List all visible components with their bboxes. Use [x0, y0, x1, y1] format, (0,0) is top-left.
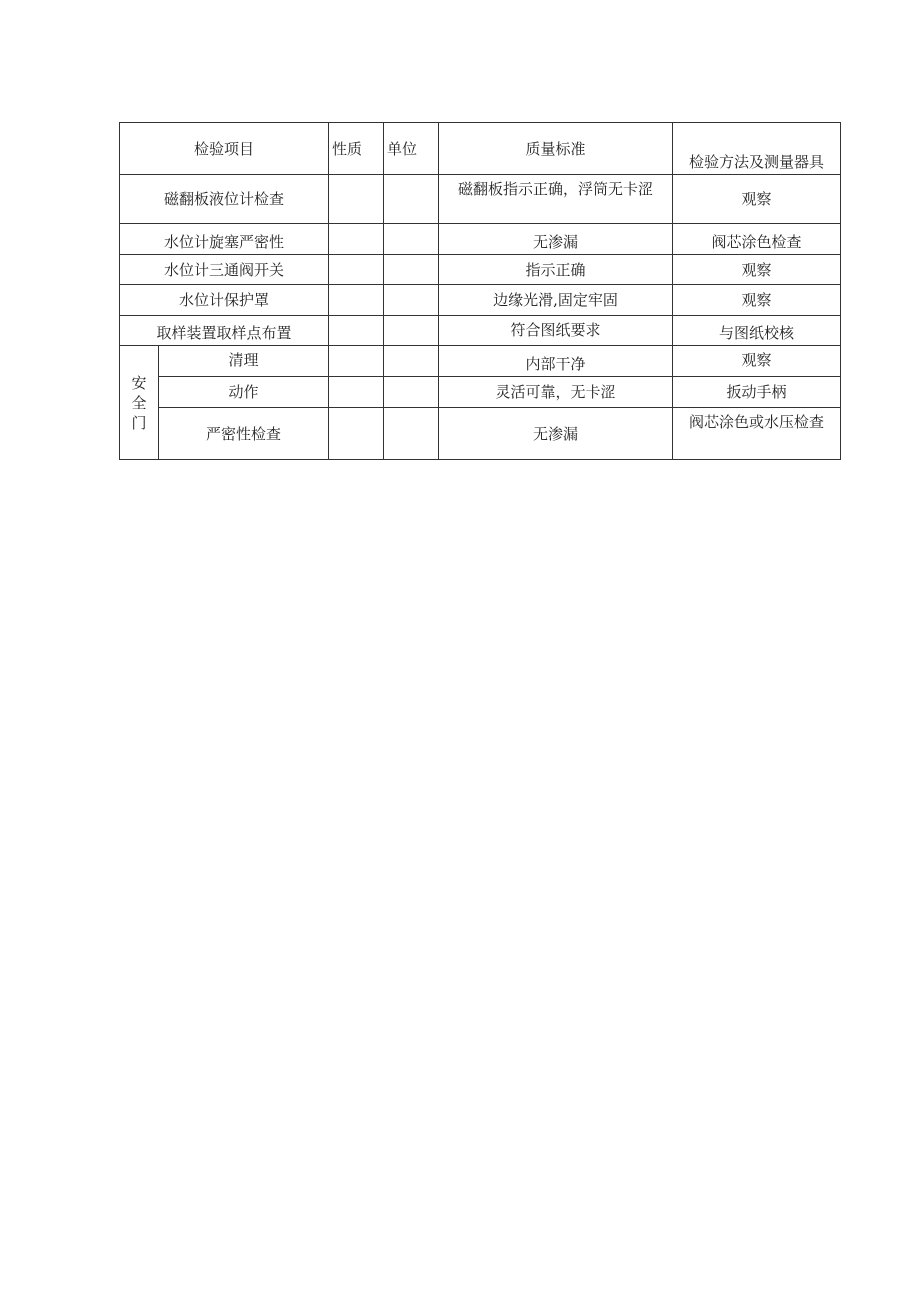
- row-item: 水位计旋塞严密性: [120, 224, 329, 255]
- table-row: [120, 285, 841, 316]
- row-item: 水位计保护罩: [120, 285, 329, 316]
- row-nature: [329, 316, 384, 346]
- safety-valve-group-label: [120, 346, 159, 460]
- row-method: 观察: [673, 175, 841, 224]
- table-row: [120, 377, 841, 408]
- table-row: [120, 346, 841, 377]
- group-char: 门: [131, 413, 147, 432]
- row-unit: [384, 285, 439, 316]
- row-method: 观察: [673, 255, 841, 285]
- row-method: 阀芯涂色检查: [673, 224, 841, 255]
- header-standard: 质量标准: [439, 123, 673, 175]
- row-method: 观察: [673, 346, 841, 377]
- row-nature: [329, 255, 384, 285]
- row-method: 阀芯涂色或水压检查: [673, 408, 841, 460]
- inspection-table: [119, 122, 841, 460]
- row-unit: [384, 408, 439, 460]
- row-nature: [329, 377, 384, 408]
- header-row: [120, 123, 841, 175]
- row-standard: 灵活可靠，无卡涩: [439, 377, 673, 408]
- row-item: 动作: [159, 377, 329, 408]
- table-row: [120, 408, 841, 460]
- header-nature: 性质: [329, 123, 384, 175]
- row-unit: [384, 316, 439, 346]
- row-nature: [329, 408, 384, 460]
- header-unit: 单位: [384, 123, 439, 175]
- row-item: 取样装置取样点布置: [120, 316, 329, 346]
- row-item: 清理: [159, 346, 329, 377]
- row-item: 水位计三通阀开关: [120, 255, 329, 285]
- row-unit: [384, 175, 439, 224]
- table-row: [120, 224, 841, 255]
- row-standard: 无渗漏: [439, 408, 673, 460]
- row-nature: [329, 175, 384, 224]
- table-row: [120, 175, 841, 224]
- group-char: 安: [131, 373, 147, 392]
- row-standard: 符合图纸要求: [439, 316, 673, 346]
- row-unit: [384, 255, 439, 285]
- row-method: 扳动手柄: [673, 377, 841, 408]
- row-nature: [329, 285, 384, 316]
- row-method: 与图纸校核: [673, 316, 841, 346]
- row-nature: [329, 224, 384, 255]
- header-item: 检验项目: [120, 123, 329, 175]
- table-row: [120, 316, 841, 346]
- row-item: 严密性检查: [159, 408, 329, 460]
- row-standard: 无渗漏: [439, 224, 673, 255]
- row-method: 观察: [673, 285, 841, 316]
- row-standard: 指示正确: [439, 255, 673, 285]
- row-unit: [384, 346, 439, 377]
- row-item: 磁翻板液位计检查: [120, 175, 329, 224]
- row-unit: [384, 224, 439, 255]
- row-unit: [384, 377, 439, 408]
- row-standard: 磁翻板指示正确，浮筒无卡涩: [439, 175, 673, 224]
- row-standard: 内部干净: [439, 346, 673, 377]
- group-char: 全: [131, 393, 147, 412]
- header-method: 检验方法及测量器具: [673, 123, 841, 175]
- row-standard: 边缘光滑,固定牢固: [439, 285, 673, 316]
- table-row: [120, 255, 841, 285]
- row-nature: [329, 346, 384, 377]
